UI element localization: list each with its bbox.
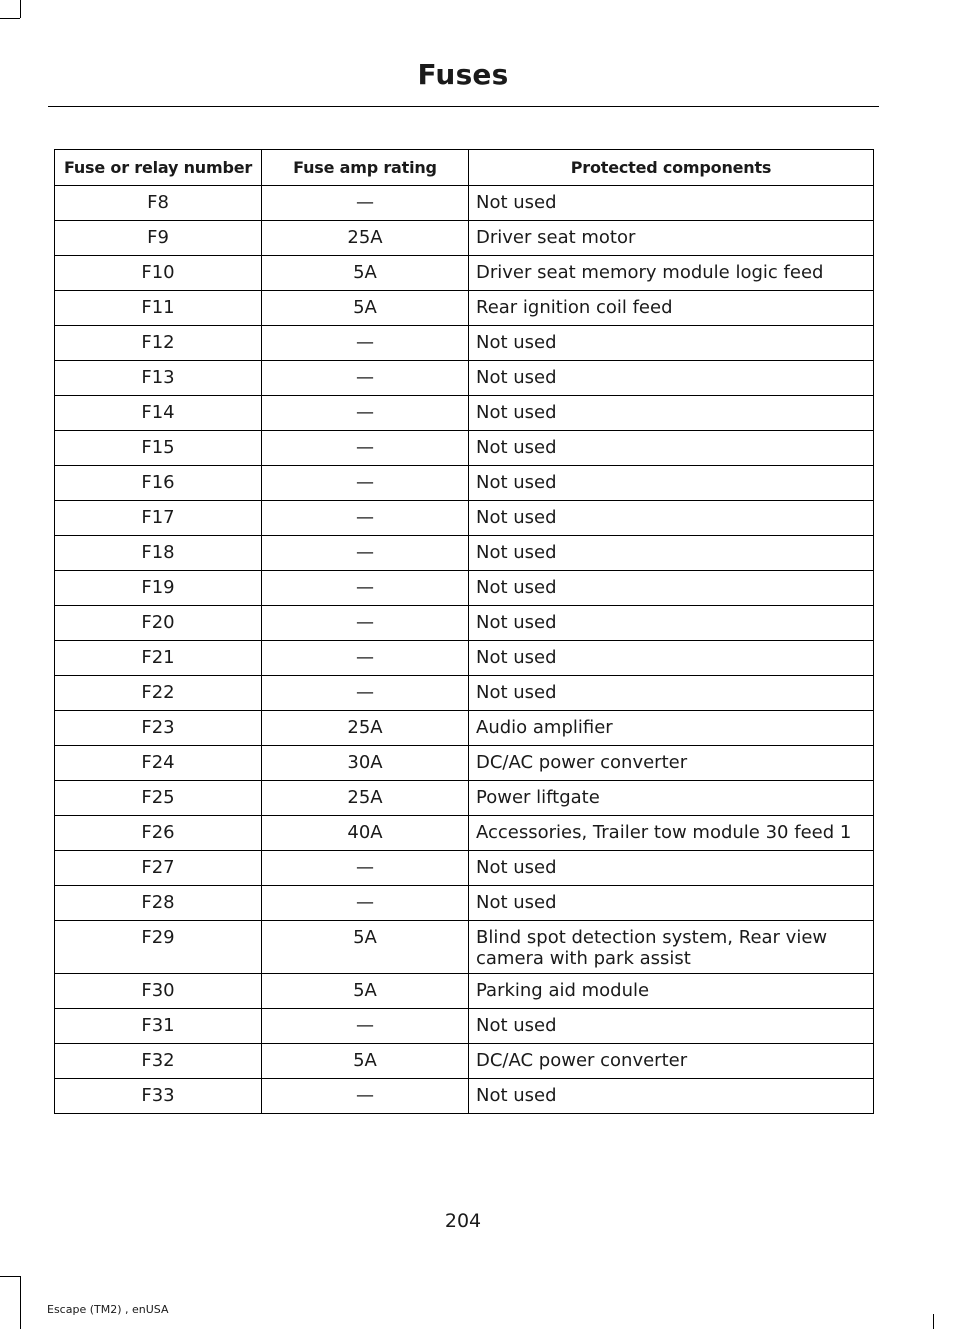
page-number: 204	[444, 1210, 482, 1232]
header-protected-components: Protected components	[469, 150, 874, 186]
title-rule	[48, 106, 879, 107]
cell-amp-rating: —	[262, 186, 469, 221]
cell-amp-rating: —	[262, 536, 469, 571]
cell-protected-component: Driver seat motor	[469, 221, 874, 256]
table-row	[55, 536, 874, 571]
table-row	[55, 256, 874, 291]
table-row	[55, 1009, 874, 1044]
cell-fuse-number: F15	[55, 431, 262, 466]
cell-fuse-number: F25	[55, 781, 262, 816]
cell-protected-component: DC/AC power converter	[469, 746, 874, 781]
fuse-table-body	[55, 186, 874, 1114]
cell-protected-component: Not used	[469, 536, 874, 571]
cell-protected-component: Power liftgate	[469, 781, 874, 816]
cell-protected-component: Accessories, Trailer tow module 30 feed 1	[469, 816, 874, 851]
table-row	[55, 974, 874, 1009]
cell-protected-component: Parking aid module	[469, 974, 874, 1009]
table-row	[55, 221, 874, 256]
table-row	[55, 606, 874, 641]
cell-fuse-number: F12	[55, 326, 262, 361]
cell-fuse-number: F24	[55, 746, 262, 781]
table-row	[55, 571, 874, 606]
cell-protected-component: Not used	[469, 1009, 874, 1044]
table-row	[55, 431, 874, 466]
cell-amp-rating: —	[262, 676, 469, 711]
cell-fuse-number: F13	[55, 361, 262, 396]
page-title: Fuses	[417, 58, 509, 91]
table-row	[55, 1079, 874, 1114]
crop-mark	[0, 18, 20, 19]
cell-amp-rating: —	[262, 1009, 469, 1044]
cell-amp-rating: —	[262, 396, 469, 431]
cell-fuse-number: F33	[55, 1079, 262, 1114]
table-row	[55, 186, 874, 221]
table-row	[55, 816, 874, 851]
fuse-table	[54, 149, 874, 1114]
cell-fuse-number: F26	[55, 816, 262, 851]
cell-amp-rating: —	[262, 1079, 469, 1114]
cell-fuse-number: F21	[55, 641, 262, 676]
crop-mark	[20, 0, 21, 18]
cell-fuse-number: F8	[55, 186, 262, 221]
cell-protected-component: DC/AC power converter	[469, 1044, 874, 1079]
cell-protected-component: Not used	[469, 361, 874, 396]
cell-protected-component: Not used	[469, 1079, 874, 1114]
cell-protected-component: Audio amplifier	[469, 711, 874, 746]
cell-fuse-number: F27	[55, 851, 262, 886]
table-row	[55, 676, 874, 711]
cell-protected-component: Not used	[469, 396, 874, 431]
cell-amp-rating: —	[262, 466, 469, 501]
cell-protected-component: Not used	[469, 186, 874, 221]
cell-amp-rating: —	[262, 606, 469, 641]
footer-text: Escape (TM2) , enUSA	[47, 1303, 169, 1316]
cell-fuse-number: F28	[55, 886, 262, 921]
cell-fuse-number: F20	[55, 606, 262, 641]
cell-amp-rating: —	[262, 571, 469, 606]
cell-protected-component: Not used	[469, 641, 874, 676]
cell-protected-component: Not used	[469, 886, 874, 921]
table-row	[55, 326, 874, 361]
cell-amp-rating: —	[262, 361, 469, 396]
cell-amp-rating: —	[262, 641, 469, 676]
table-row	[55, 921, 874, 974]
cell-protected-component: Rear ignition coil feed	[469, 291, 874, 326]
cell-amp-rating: 5A	[262, 291, 469, 326]
cell-fuse-number: F9	[55, 221, 262, 256]
header-fuse-number: Fuse or relay number	[55, 150, 262, 186]
table-row	[55, 746, 874, 781]
cell-protected-component: Not used	[469, 466, 874, 501]
cell-amp-rating: 5A	[262, 1044, 469, 1079]
cell-protected-component: Not used	[469, 606, 874, 641]
cell-fuse-number: F32	[55, 1044, 262, 1079]
cell-amp-rating: 25A	[262, 781, 469, 816]
cell-fuse-number: F11	[55, 291, 262, 326]
table-row	[55, 466, 874, 501]
cell-fuse-number: F29	[55, 921, 262, 974]
cell-fuse-number: F18	[55, 536, 262, 571]
cell-amp-rating: —	[262, 501, 469, 536]
cell-protected-component: Driver seat memory module logic feed	[469, 256, 874, 291]
cell-amp-rating: —	[262, 851, 469, 886]
cell-protected-component: Not used	[469, 851, 874, 886]
table-row	[55, 781, 874, 816]
cell-amp-rating: 5A	[262, 921, 469, 974]
table-row	[55, 501, 874, 536]
cell-amp-rating: —	[262, 886, 469, 921]
cell-fuse-number: F14	[55, 396, 262, 431]
header-amp-rating: Fuse amp rating	[262, 150, 469, 186]
cell-amp-rating: 5A	[262, 974, 469, 1009]
crop-mark	[0, 1276, 20, 1277]
cell-amp-rating: 25A	[262, 711, 469, 746]
cell-protected-component: Not used	[469, 431, 874, 466]
table-row	[55, 291, 874, 326]
cell-fuse-number: F31	[55, 1009, 262, 1044]
cell-fuse-number: F30	[55, 974, 262, 1009]
cell-amp-rating: —	[262, 326, 469, 361]
cell-amp-rating: 5A	[262, 256, 469, 291]
cell-protected-component: Not used	[469, 326, 874, 361]
cell-amp-rating: 25A	[262, 221, 469, 256]
cell-protected-component: Blind spot detection system, Rear view camera with park assist	[469, 921, 874, 974]
crop-mark	[20, 1276, 21, 1329]
table-row	[55, 851, 874, 886]
table-row	[55, 396, 874, 431]
table-row	[55, 711, 874, 746]
cell-amp-rating: 40A	[262, 816, 469, 851]
table-row	[55, 641, 874, 676]
cell-protected-component: Not used	[469, 676, 874, 711]
crop-mark	[933, 1314, 934, 1329]
cell-fuse-number: F10	[55, 256, 262, 291]
cell-amp-rating: 30A	[262, 746, 469, 781]
table-header-row	[55, 150, 874, 186]
cell-fuse-number: F16	[55, 466, 262, 501]
table-row	[55, 886, 874, 921]
cell-amp-rating: —	[262, 431, 469, 466]
table-row	[55, 1044, 874, 1079]
cell-protected-component: Not used	[469, 501, 874, 536]
table-row	[55, 361, 874, 396]
cell-fuse-number: F23	[55, 711, 262, 746]
cell-protected-component: Not used	[469, 571, 874, 606]
cell-fuse-number: F17	[55, 501, 262, 536]
cell-fuse-number: F22	[55, 676, 262, 711]
cell-fuse-number: F19	[55, 571, 262, 606]
